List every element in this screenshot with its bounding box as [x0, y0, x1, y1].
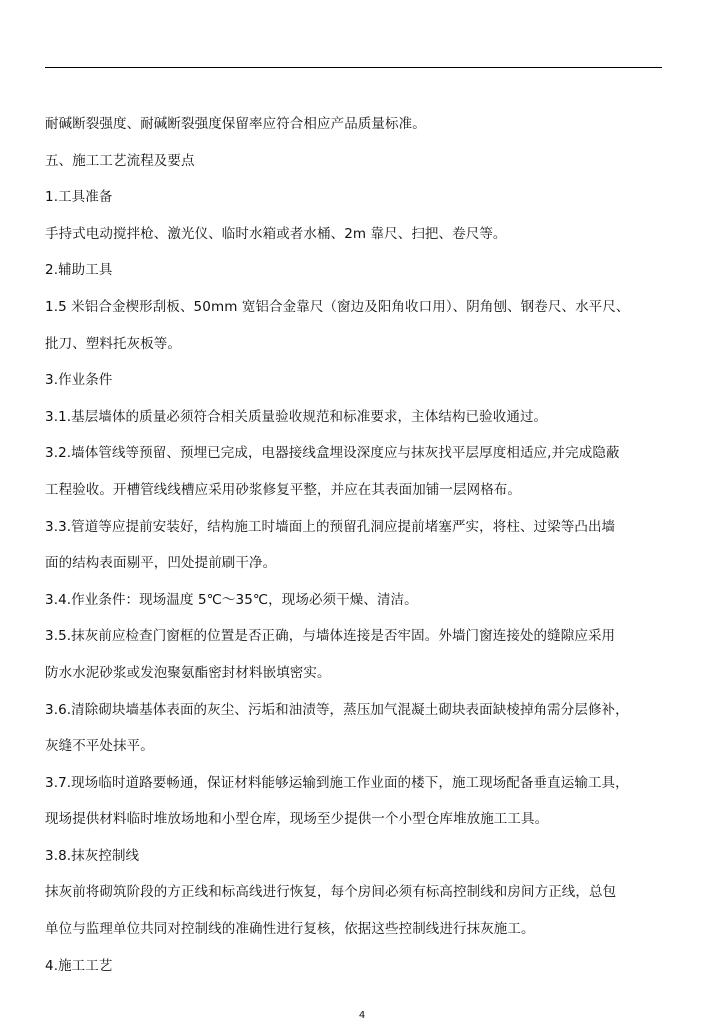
subheading: 1.工具准备: [45, 189, 113, 206]
subheading: 2.辅助工具: [45, 262, 113, 279]
document-body: [45, 115, 675, 993]
body-line: 3.5.抹灰前应检查门窗框的位置是否正确，与墙体连接是否牢固。外墙门窗连接处的缝隙应采用: [45, 628, 616, 645]
subheading: 3.作业条件: [45, 372, 113, 389]
body-line: 耐碱断裂强度、耐碱断裂强度保留率应符合相应产品质量标准。: [45, 116, 426, 132]
body-line: 3.7.现场临时道路要畅通，保证材料能够运输到施工作业面的楼下，施工现场配备垂直运输工具，: [45, 774, 629, 791]
body-line: 3.2.墙体管线等预留、预埋已完成，电器接线盒埋设深度应与抹灰找平层厚度相适应,并完成隐蔽: [45, 445, 620, 462]
body-line: 批刀、塑料托灰板等。: [45, 335, 181, 352]
body-line: 面的结构表面剔平，凹处提前刷干净。: [45, 555, 277, 572]
subheading: 3.8.抹灰控制线: [45, 847, 140, 864]
body-line: 抹灰前将砌筑阶段的方正线和标高线进行恢复，每个房间必须有标高控制线和房间方正线，总包: [45, 884, 617, 901]
page-number: 4: [358, 1010, 366, 1021]
section-heading: 五、施工工艺流程及要点: [45, 152, 195, 169]
body-line: 单位与监理单位共同对控制线的准确性进行复核，依据这些控制线进行抹灰施工。: [45, 921, 535, 938]
body-line: 3.6.清除砌块墙基体表面的灰尘、污垢和油渍等，蒸压加气混凝土砌块表面缺棱掉角需分层修补，: [45, 701, 629, 718]
body-line: 3.3.管道等应提前安装好，结构施工时墙面上的预留孔洞应提前堵塞严实，将柱、过梁等凸出墙: [45, 518, 616, 535]
body-line: 手持式电动搅拌枪、激光仪、临时水箱或者水桶、2m 靠尺、扫把、卷尺等。: [45, 225, 507, 242]
body-line: 工程验收。开槽管线线槽应采用砂浆修复平整，并应在其表面加铺一层网格布。: [45, 481, 521, 498]
body-line: 3.1.基层墙体的质量必须符合相关质量验收规范和标准要求，主体结构已验收通过。: [45, 408, 548, 425]
body-line: 防水水泥砂浆或发泡聚氨酯密封材料嵌填密实。: [45, 664, 331, 681]
subheading: 4.施工工艺: [45, 957, 113, 974]
body-line: 1.5 米铝合金楔形刮板、50mm 宽铝合金靠尺（窗边及阳角收口用）、阴角刨、钢卷尺、水平尺、: [45, 298, 630, 315]
header-rule: [45, 67, 662, 68]
body-line: 灰缝不平处抹平。: [45, 738, 154, 755]
body-line: 现场提供材料临时堆放场地和小型仓库，现场至少提供一个小型仓库堆放施工工具。: [45, 811, 549, 828]
body-line: 3.4.作业条件：现场温度 5℃～35℃，现场必须干燥、清洁。: [45, 591, 418, 608]
